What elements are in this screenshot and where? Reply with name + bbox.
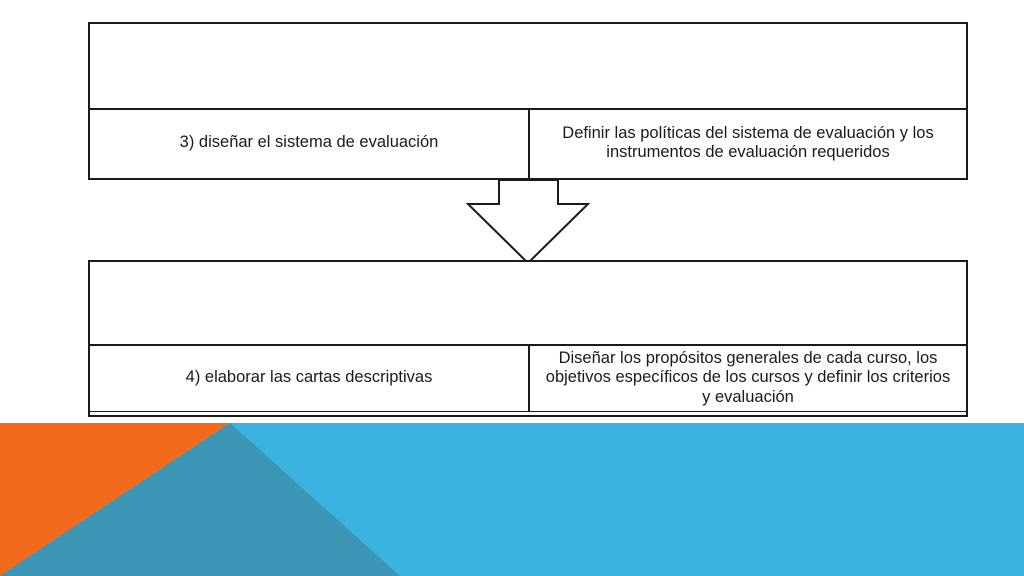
- step-3-header: [90, 24, 966, 110]
- step-4-description: Diseñar los propósitos generales de cada curso, los objetivos específicos de los cursos y definir los criterios y evaluación: [545, 348, 951, 406]
- step-4-action: 4) elaborar las cartas descriptivas: [90, 344, 530, 412]
- step-4-header: [90, 262, 966, 346]
- step-3-action: 3) diseñar el sistema de evaluación: [90, 108, 530, 178]
- decorative-band: [0, 423, 1024, 576]
- step-3-box: [88, 22, 968, 180]
- down-arrow-icon: [465, 179, 591, 265]
- step-4-box: [88, 260, 968, 417]
- box-bottom-rule: [90, 411, 966, 415]
- step-3-description: Definir las políticas del sistema de evaluación y los instrumentos de evaluación requeridos: [562, 123, 934, 161]
